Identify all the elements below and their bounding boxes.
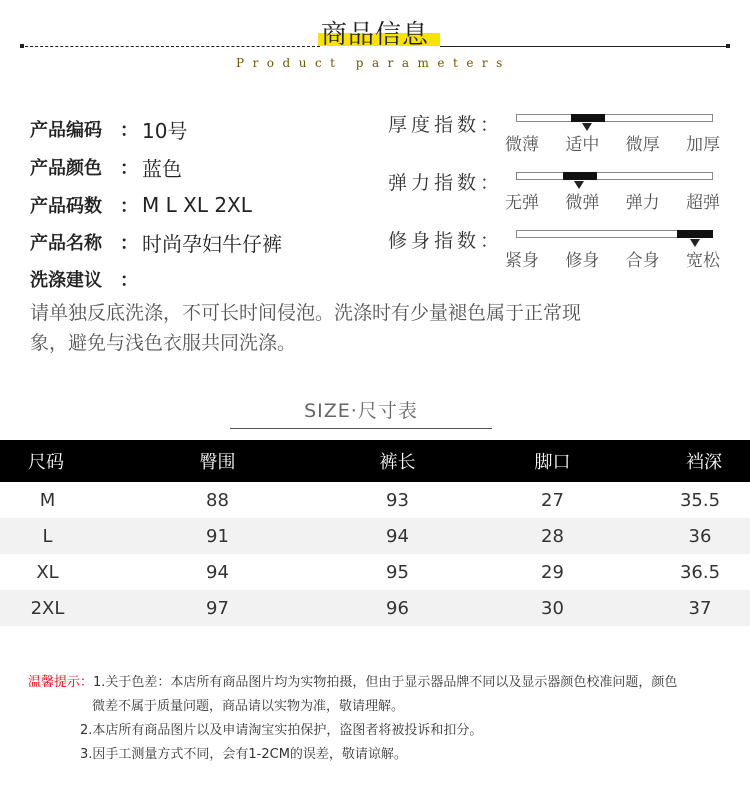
info-colon: ： xyxy=(120,196,138,217)
table-header-cell: 尺码 xyxy=(28,452,64,473)
table-cell: 35.5 xyxy=(679,489,721,511)
table-cell: 36.5 xyxy=(679,561,721,583)
size-title-underline xyxy=(230,428,492,429)
thickness-index-bar xyxy=(516,114,713,122)
table-cell: 93 xyxy=(386,489,409,511)
elasticity-index-ticks xyxy=(505,188,720,213)
tick-label: 无弹 xyxy=(505,193,539,213)
table-cell: 27 xyxy=(541,489,564,511)
info-key: 洗涤建议 xyxy=(30,270,102,291)
info-row-color xyxy=(30,152,182,182)
info-colon: ： xyxy=(120,158,138,179)
table-cell: 94 xyxy=(206,561,229,583)
note-line-1-cont: 微差不属于质量问题，商品请以实物为准，敬请理解。 xyxy=(92,699,405,714)
table-cell: 28 xyxy=(541,525,564,547)
wash-instructions: 请单独反底洗涤，不可长时间侵泡。洗涤时有少量褪色属于正常现象，避免与浅色衣服共同洗涤。 xyxy=(30,302,582,354)
header-line-left xyxy=(20,46,320,47)
info-value: 时尚孕妇牛仔裤 xyxy=(142,231,282,256)
tick-label: 超弹 xyxy=(685,193,720,213)
info-value: 10号 xyxy=(142,118,188,143)
warm-tips xyxy=(28,671,728,767)
tick-label: 宽松 xyxy=(685,251,720,271)
section-title: 商品信息 xyxy=(320,20,429,50)
info-row-sizes xyxy=(30,190,252,220)
table-cell: 30 xyxy=(541,597,564,619)
table-row xyxy=(0,518,750,554)
table-cell: 29 xyxy=(541,561,564,583)
thickness-index-label: 厚度指数： xyxy=(388,114,504,136)
table-row xyxy=(0,590,750,626)
table-cell: 91 xyxy=(206,525,229,547)
header-dot-left xyxy=(20,44,24,48)
fit-index-fill xyxy=(677,230,713,238)
info-colon: ： xyxy=(120,233,138,254)
tick-label: 适中 xyxy=(565,135,600,155)
table-cell: 96 xyxy=(386,597,409,619)
table-cell: XL xyxy=(36,561,59,583)
header-dot-right xyxy=(726,44,730,48)
tick-label: 微厚 xyxy=(625,135,660,155)
tick-label: 微薄 xyxy=(505,135,539,155)
table-row xyxy=(0,482,750,518)
table-row xyxy=(0,554,750,590)
elasticity-index-bar xyxy=(516,172,713,180)
tick-label: 加厚 xyxy=(685,135,720,155)
table-cell: 2XL xyxy=(30,597,65,619)
table-cell: L xyxy=(42,525,53,547)
note-line-2: 2.本店所有商品图片以及申请淘宝实拍保护，盗图者将被投诉和扣分。 xyxy=(80,723,483,738)
table-cell: 95 xyxy=(386,561,409,583)
info-key: 产品颜色 xyxy=(30,158,102,179)
info-row-code xyxy=(30,114,187,144)
info-row-wash xyxy=(30,264,142,294)
info-key: 产品编码 xyxy=(30,120,102,141)
note-line-1 xyxy=(28,671,728,695)
table-header-cell: 裤长 xyxy=(379,452,416,473)
info-value: M L XL 2XL xyxy=(142,193,252,217)
table-header-row xyxy=(0,440,750,482)
fit-index-label: 修身指数： xyxy=(388,230,504,252)
table-header-cell: 臀围 xyxy=(199,452,236,473)
info-row-name xyxy=(30,227,282,257)
tick-label: 修身 xyxy=(565,251,600,271)
note-line-3: 3.因手工测量方式不同，会有1-2CM的误差，敬请谅解。 xyxy=(80,747,407,762)
tick-label: 紧身 xyxy=(505,251,539,271)
size-table xyxy=(0,440,750,626)
warm-tips-label: 温馨提示： xyxy=(28,675,94,690)
table-cell: 88 xyxy=(206,489,229,511)
table-cell: 97 xyxy=(206,597,229,619)
info-colon: ： xyxy=(120,120,138,141)
info-key: 产品名称 xyxy=(30,233,102,254)
header-line-right xyxy=(440,46,730,47)
section-subtitle: Product parameters xyxy=(236,56,511,70)
size-table-title: SIZE·尺寸表 xyxy=(304,400,418,422)
thickness-index-fill xyxy=(571,114,605,122)
fit-index-bar xyxy=(516,230,713,238)
table-header-cell: 裆深 xyxy=(686,452,722,473)
table-cell: 36 xyxy=(688,525,712,547)
thickness-index-ticks xyxy=(505,130,720,155)
table-cell: 37 xyxy=(688,597,712,619)
elasticity-index-fill xyxy=(563,172,597,180)
info-key: 产品码数 xyxy=(30,196,102,217)
table-cell: M xyxy=(39,489,56,511)
elasticity-index-label: 弹力指数： xyxy=(388,172,504,194)
fit-index-ticks xyxy=(505,246,720,271)
info-value: 蓝色 xyxy=(142,156,182,181)
tick-label: 合身 xyxy=(625,251,660,271)
note-text: 1.关于色差：本店所有商品图片均为实物拍摄，但由于显示器品牌不同以及显示器颜色校准问题，颜色 xyxy=(93,675,678,690)
table-cell: 94 xyxy=(386,525,409,547)
info-colon: ： xyxy=(120,270,138,291)
tick-label: 弹力 xyxy=(625,193,660,213)
tick-label: 微弹 xyxy=(565,193,600,213)
table-header-cell: 脚口 xyxy=(534,452,571,473)
